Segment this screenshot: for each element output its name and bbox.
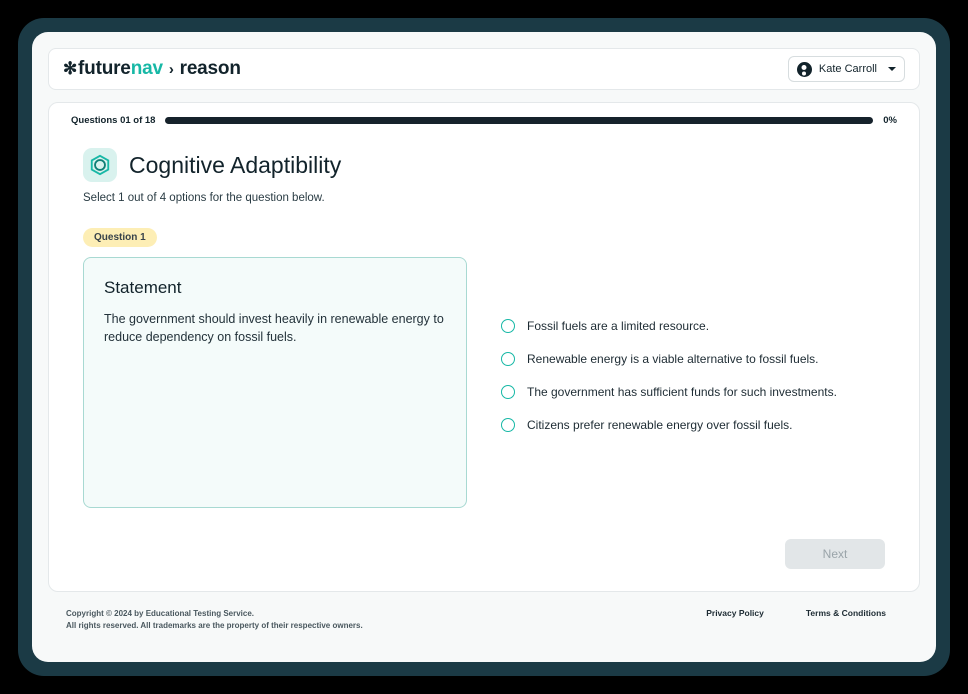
assessment-title-row: [49, 126, 919, 182]
progress-section: [49, 103, 919, 126]
user-menu[interactable]: [788, 56, 905, 82]
question-content: [49, 247, 919, 525]
page-title: Cognitive Adaptibility: [129, 151, 342, 178]
option-label: Fossil fuels are a limited resource.: [527, 319, 710, 333]
progress-bar: [165, 117, 873, 124]
question-counter: Questions 01 of 18: [71, 115, 156, 126]
progress-percent: 0%: [883, 115, 897, 126]
option-item[interactable]: [501, 352, 885, 366]
next-button[interactable]: Next: [785, 539, 885, 569]
copyright-line-2: All rights reserved. All trademarks are the property of their respective owners.: [66, 621, 363, 630]
brand-separator-icon: ›: [168, 60, 174, 78]
radio-icon[interactable]: [501, 352, 515, 366]
brand-logo[interactable]: [63, 58, 241, 80]
radio-icon[interactable]: [501, 319, 515, 333]
brand-product: reason: [179, 58, 241, 79]
chevron-down-icon: [888, 67, 896, 71]
option-item[interactable]: [501, 385, 885, 399]
statement-text: The government should invest heavily in renewable energy to reduce dependency on fossil fuels.: [104, 312, 444, 345]
legal-links: [706, 608, 902, 618]
privacy-policy-link[interactable]: Privacy Policy: [706, 608, 764, 618]
assessment-subtitle: Select 1 out of 4 options for the question below.: [83, 192, 325, 204]
option-label: Renewable energy is a viable alternative to fossil fuels.: [527, 352, 819, 366]
brand-name-accent: nav: [130, 58, 163, 79]
options-list: [501, 257, 885, 525]
statement-panel: [83, 257, 467, 508]
radio-icon[interactable]: [501, 385, 515, 399]
card-actions: [49, 525, 919, 591]
assessment-card: [48, 102, 920, 592]
radio-icon[interactable]: [501, 418, 515, 432]
app-header: [48, 48, 920, 90]
option-label: Citizens prefer renewable energy over fossil fuels.: [527, 418, 793, 432]
hexagon-ring-icon: [83, 148, 117, 182]
copyright-text: [66, 608, 363, 632]
terms-conditions-link[interactable]: Terms & Conditions: [805, 608, 886, 618]
tablet-device-frame: [18, 18, 950, 676]
copyright-line-1: Copyright © 2024 by Educational Testing Service.: [66, 609, 255, 618]
option-label: The government has sufficient funds for such investments.: [527, 385, 837, 399]
option-item[interactable]: [501, 418, 885, 432]
screen: [32, 32, 936, 662]
asterisk-icon: ✻: [63, 59, 78, 78]
statement-heading: Statement: [104, 278, 182, 297]
page-footer: [32, 592, 936, 662]
brand-name-dark: future: [78, 58, 131, 79]
option-item[interactable]: [501, 319, 885, 333]
user-name: Kate Carroll: [818, 63, 877, 75]
user-avatar-icon: [797, 62, 812, 77]
question-badge: Question 1: [83, 228, 157, 247]
